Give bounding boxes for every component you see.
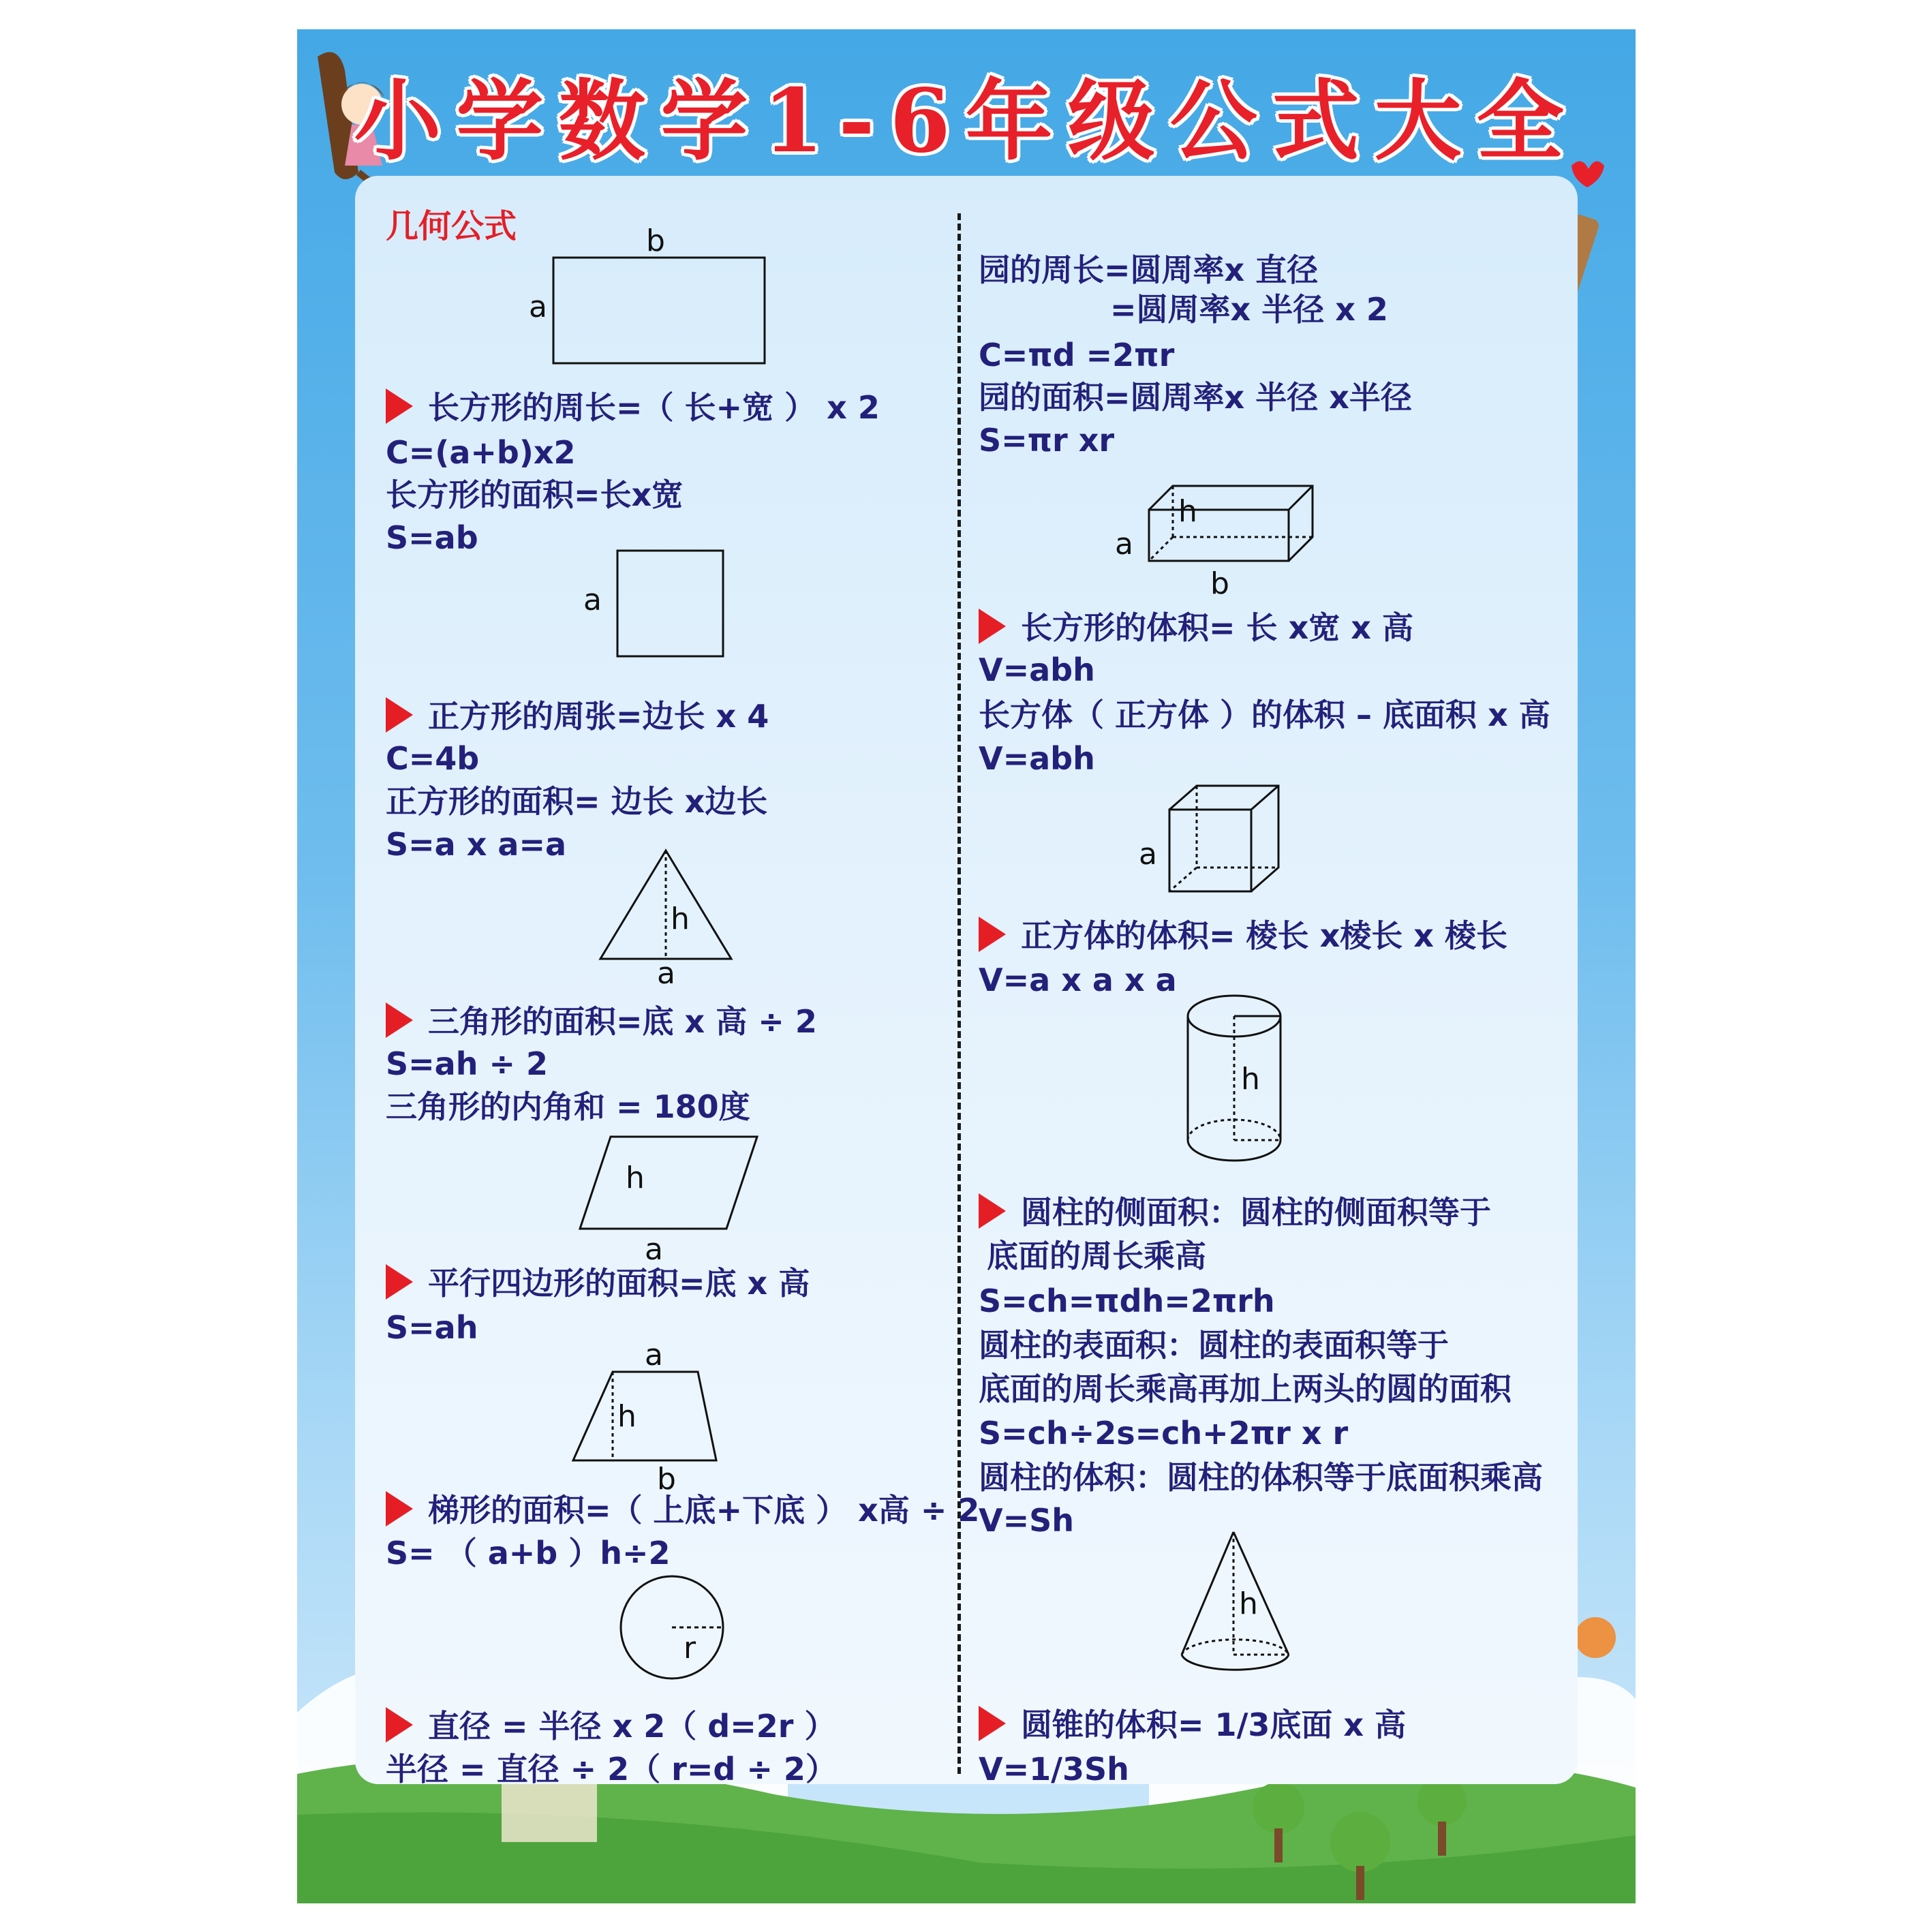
label-r: r: [684, 1631, 696, 1666]
parallelogram-area: 平行四边形的面积=底 x 高: [386, 1264, 810, 1302]
label-h: h: [1241, 1062, 1260, 1097]
column-divider: [957, 213, 961, 1774]
triangle-figure: [597, 847, 747, 1011]
label-a: a: [1115, 527, 1133, 562]
section-title: 几何公式: [386, 207, 517, 245]
label-h: h: [671, 902, 690, 936]
rect-area-formula: S=ab: [386, 519, 478, 556]
circle-area-formula: S=πr xr: [979, 422, 1115, 459]
circle-figure: [614, 1569, 737, 1692]
triangle-area: 三角形的面积=底 x 高 ÷ 2: [386, 1002, 817, 1041]
trapezoid-figure: [570, 1338, 788, 1497]
label-h: h: [617, 1399, 637, 1434]
label-a: a: [645, 1232, 663, 1267]
triangle-area-formula: S=ah ÷ 2: [386, 1045, 549, 1082]
label-b: b: [657, 1462, 676, 1497]
circle-perimeter-formula: C=πd =2πr: [979, 337, 1175, 373]
diameter-formula: 直径 = 半径 x 2（ d=2r ）: [386, 1707, 835, 1745]
rectangle-figure: [529, 220, 761, 411]
cube-figure: [1135, 779, 1306, 936]
circle-area: 园的面积=圆周率x 半径 x半径: [979, 379, 1412, 416]
circle-perimeter-line2: =圆周率x 半径 x 2: [1110, 291, 1388, 328]
square-perimeter: 正方形的周张=边长 x 4: [386, 697, 769, 735]
label-a: a: [645, 1338, 663, 1373]
circle-perimeter-line1: 园的周长=圆周率x 直径: [979, 251, 1319, 288]
triangle-angle-sum: 三角形的内角和 = 180度: [386, 1088, 750, 1125]
label-a: a: [657, 956, 675, 991]
label-h: h: [626, 1161, 645, 1195]
cuboid-volume: 长方形的体积= 长 x宽 x 高: [979, 609, 1413, 647]
cube-volume: 正方体的体积= 棱长 x棱长 x 棱长: [979, 917, 1507, 955]
cone-figure: [1176, 1529, 1313, 1692]
cone-volume-formula: V=1/3Sh: [979, 1751, 1129, 1788]
cylinder-surface-line1: 圆柱的表面积：圆柱的表面积等于: [979, 1327, 1449, 1364]
label-a: a: [1139, 837, 1157, 872]
trapezoid-area: 梯形的面积=（ 上底+下底 ） x高 ÷ 2: [386, 1491, 979, 1529]
cylinder-surface-line2: 底面的周长乘高再加上两头的圆的面积: [979, 1370, 1512, 1407]
cylinder-lateral-line2: 底面的周长乘高: [987, 1238, 1206, 1274]
label-a: a: [583, 583, 602, 617]
rect-perimeter: 长方形的周长=（ 长+宽 ） x 2: [386, 388, 880, 427]
label-a: a: [529, 290, 547, 324]
poster: [297, 29, 1636, 1903]
label-b: b: [1210, 566, 1229, 601]
label-h: h: [1178, 494, 1197, 529]
cylinder-figure: [1183, 990, 1299, 1174]
trapezoid-area-formula: S= （ a+b ）h÷2: [386, 1535, 671, 1571]
square-area-formula: S=a x a=a: [386, 826, 567, 863]
cylinder-volume: 圆柱的体积：圆柱的体积等于底面积乘高: [979, 1459, 1543, 1496]
square-perimeter-formula: C=4b: [386, 740, 480, 777]
rect-perimeter-formula: C=(a+b)x2: [386, 434, 576, 471]
rect-area: 长方形的面积=长x宽: [386, 476, 684, 513]
label-b: b: [646, 224, 665, 258]
cylinder-lateral-line1: 圆柱的侧面积：圆柱的侧面积等于: [979, 1193, 1491, 1231]
cylinder-volume-formula: V=Sh: [979, 1502, 1075, 1539]
cylinder-lateral-formula: S=ch=πdh=2πrh: [979, 1283, 1275, 1319]
radius-formula: 半径 = 直径 ÷ 2（ r=d ÷ 2）: [386, 1751, 837, 1788]
square-area: 正方形的面积= 边长 x边长: [386, 783, 768, 820]
cone-volume: 圆锥的体积= 1/3底面 x 高: [979, 1706, 1406, 1744]
cuboid-volume-formula: V=abh: [979, 651, 1095, 688]
parallelogram-area-formula: S=ah: [386, 1309, 478, 1346]
label-h: h: [1239, 1586, 1258, 1621]
cuboid-figure: [1115, 479, 1319, 609]
page-title: 小学数学1-6年级公式大全: [354, 70, 1579, 172]
cylinder-surface-formula: S=ch÷2s=ch+2πr x r: [979, 1415, 1349, 1452]
cuboid-cube-volume-formula: V=abh: [979, 740, 1095, 777]
cuboid-cube-volume: 长方体（ 正方体 ）的体积 – 底面积 x 高: [979, 696, 1550, 733]
cube-volume-formula: V=a x a x a: [979, 962, 1177, 998]
square-figure: [583, 547, 761, 684]
